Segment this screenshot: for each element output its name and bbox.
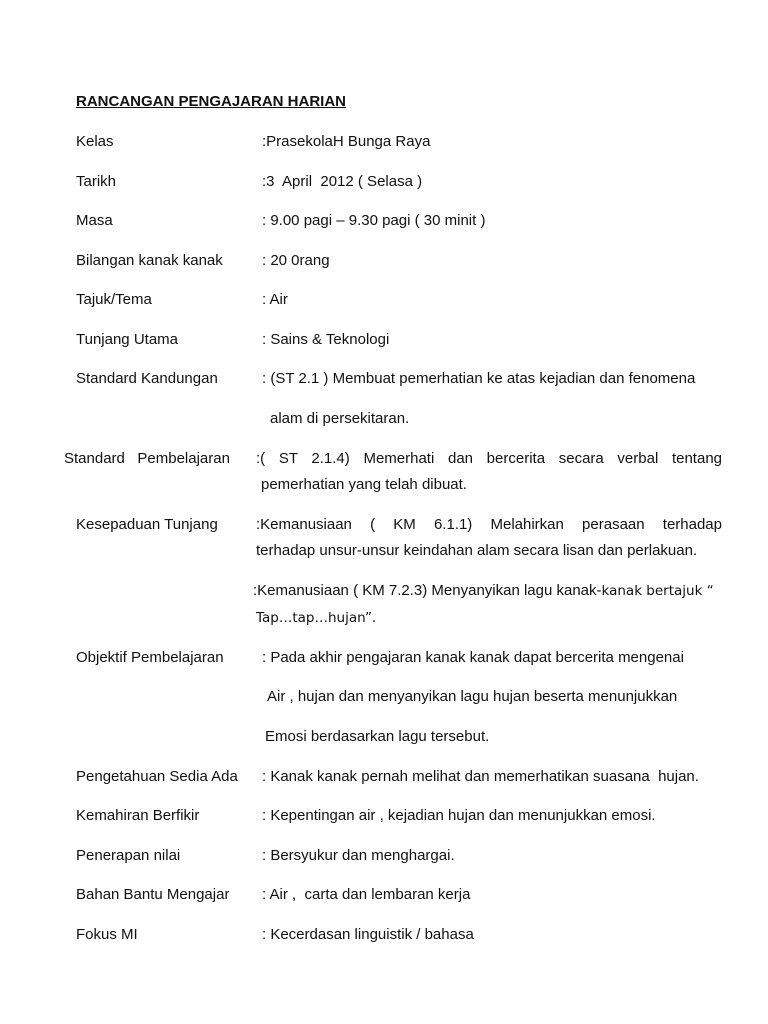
- value-objektif-line3: Emosi berdasarkan lagu tersebut.: [265, 728, 490, 745]
- value-standard-pembelajaran-line2: pemerhatian yang telah dibuat.: [261, 476, 467, 493]
- label-masa: Masa: [76, 212, 113, 229]
- label-standard-kandungan: Standard Kandungan: [76, 370, 218, 387]
- value-kesepaduan-line2: terhadap unsur-unsur keindahan alam secara lisan dan perlakuan.: [256, 542, 698, 559]
- label-tarikh: Tarikh: [76, 173, 117, 190]
- value-kesepaduan-line3: [253, 582, 714, 600]
- label-objektif: Objektif Pembelajaran: [76, 649, 224, 666]
- value-kesepaduan-line1: :Kemanusiaan ( KM 6.1.1) Melahirkan perasaan terhadap: [256, 516, 722, 533]
- label-kemahiran: Kemahiran Berfikir: [76, 807, 200, 824]
- label-penerapan: Penerapan nilai: [76, 847, 181, 864]
- value-kelas: :PrasekolaH Bunga Raya: [262, 133, 431, 150]
- label-standard-pembelajaran: Standard Pembelajaran: [64, 450, 230, 467]
- value-objektif-line2: Air , hujan dan menyanyikan lagu hujan beserta menunjukkan: [267, 688, 678, 705]
- label-kesepaduan: Kesepaduan Tunjang: [76, 516, 218, 533]
- value-masa: : 9.00 pagi – 9.30 pagi ( 30 minit ): [262, 212, 486, 229]
- value-standard-kandungan-line2: alam di persekitaran.: [270, 410, 410, 427]
- value-tarikh: :3 April 2012 ( Selasa ): [262, 173, 423, 190]
- value-standard-kandungan-line1: : (ST 2.1 ) Membuat pemerhatian ke atas kejadian dan fenomena: [262, 370, 696, 387]
- value-bilangan: : 20 0rang: [262, 252, 330, 269]
- value-standard-pembelajaran-line1: :( ST 2.1.4) Memerhati dan bercerita secara verbal tentang: [256, 450, 722, 467]
- label-fokus: Fokus MI: [76, 926, 138, 943]
- label-kelas: Kelas: [76, 133, 114, 150]
- value-fokus: : Kecerdasan linguistik / bahasa: [262, 926, 474, 943]
- value-kesepaduan-line3-part1: :Kemanusiaan ( KM 7.2.3) Menyanyikan lagu kanak-: [253, 582, 602, 599]
- value-pengetahuan: : Kanak kanak pernah melihat dan memerhatikan suasana hujan.: [262, 768, 699, 785]
- label-tunjang: Tunjang Utama: [76, 331, 178, 348]
- value-tajuk: : Air: [262, 291, 288, 308]
- value-bahan: : Air , carta dan lembaran kerja: [262, 886, 471, 903]
- label-tajuk: Tajuk/Tema: [76, 291, 152, 308]
- value-objektif-line1: : Pada akhir pengajaran kanak kanak dapat bercerita mengenai: [262, 649, 684, 666]
- document-title: RANCANGAN PENGAJARAN HARIAN: [76, 93, 347, 110]
- value-tunjang: : Sains & Teknologi: [262, 331, 390, 348]
- value-kemahiran: : Kepentingan air , kejadian hujan dan menunjukkan emosi.: [262, 807, 656, 824]
- value-kesepaduan-line3-part2: kanak bertajuk “: [601, 583, 714, 599]
- label-bilangan: Bilangan kanak kanak: [76, 252, 223, 269]
- value-kesepaduan-line4: Tap…tap…hujan”.: [256, 610, 377, 626]
- value-penerapan: : Bersyukur dan menghargai.: [262, 847, 455, 864]
- label-bahan: Bahan Bantu Mengajar: [76, 886, 230, 903]
- label-pengetahuan: Pengetahuan Sedia Ada: [76, 768, 238, 785]
